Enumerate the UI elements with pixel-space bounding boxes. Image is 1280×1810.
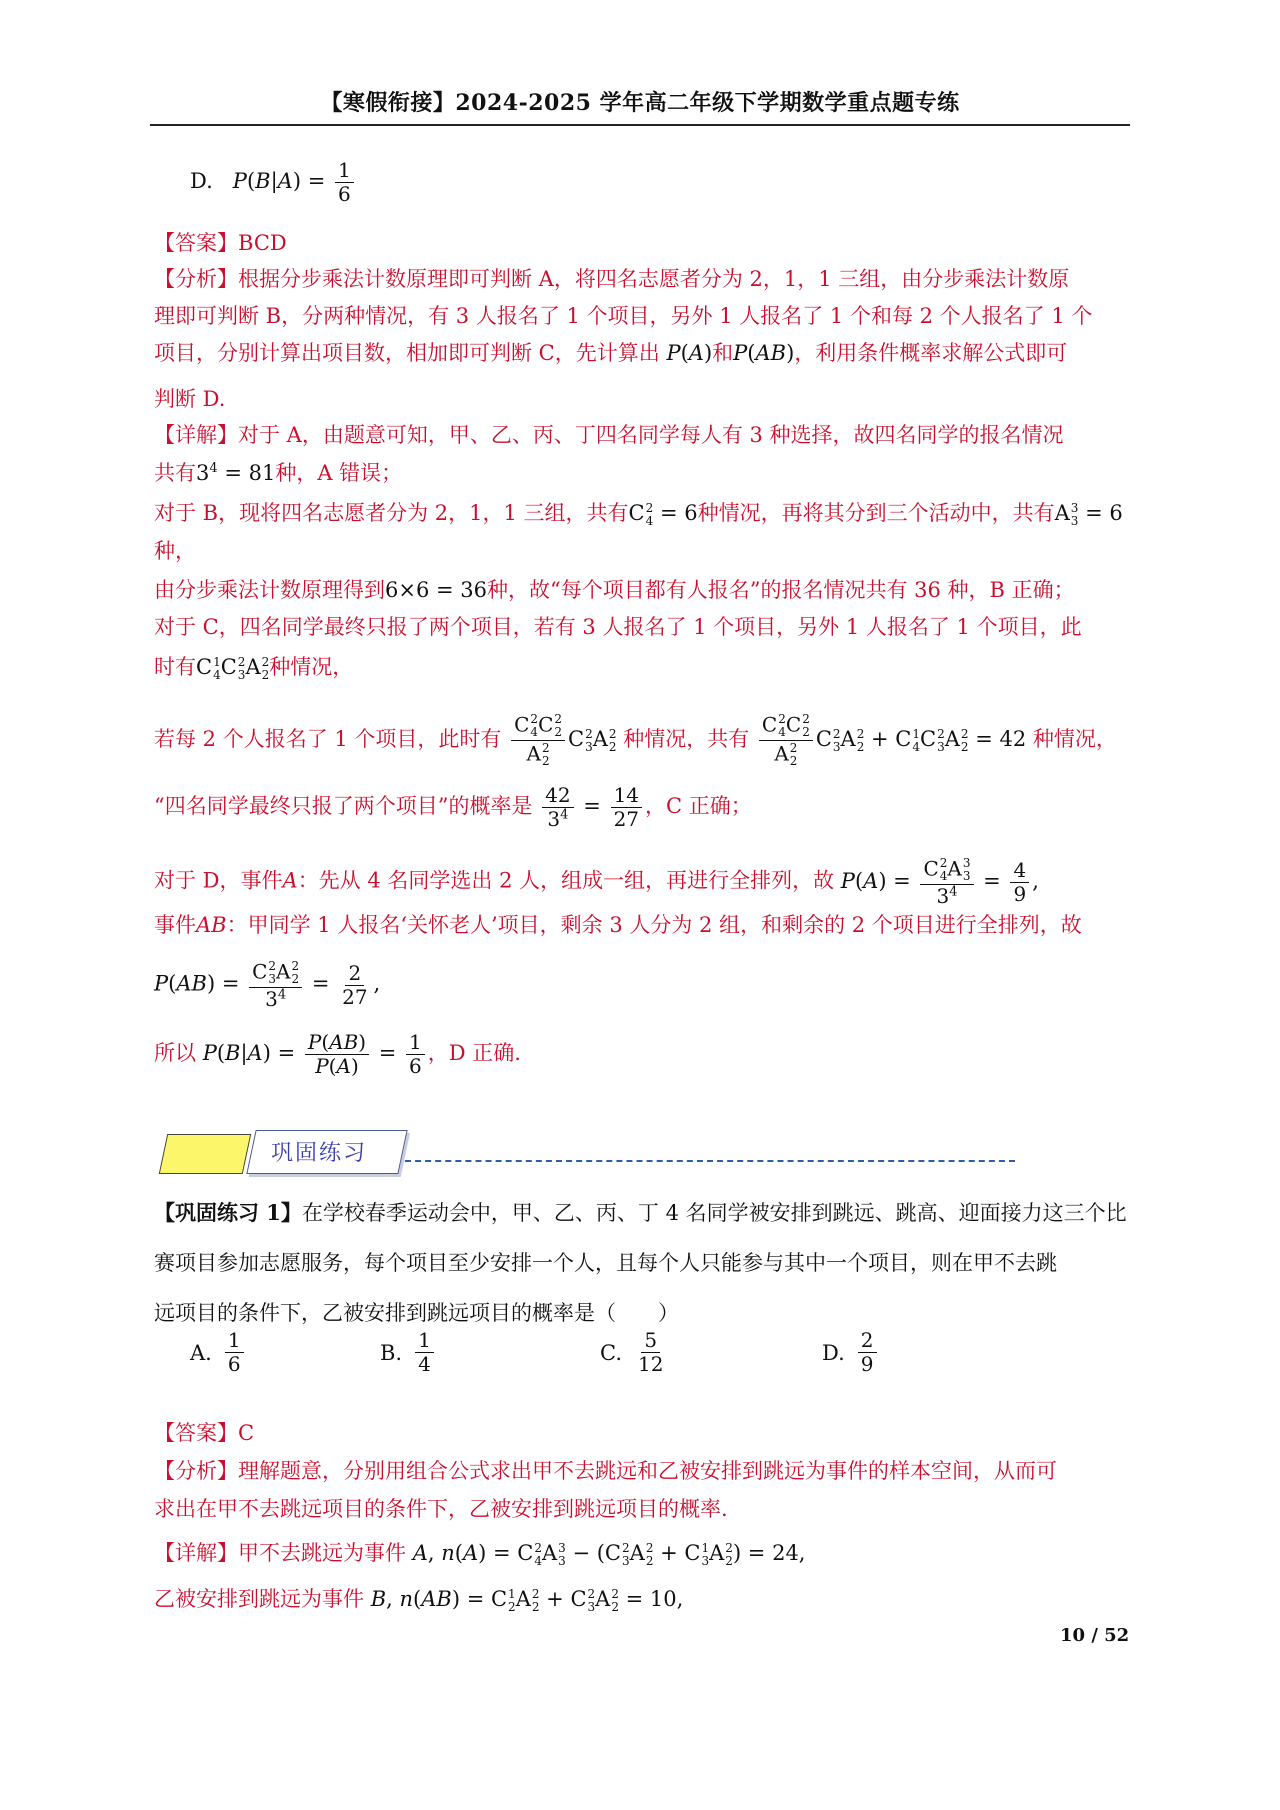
section-dash-line [405,1160,1015,1162]
prev-analysis-line-4: 判断 D. [154,387,226,411]
prev-detail-line-5: 由分步乘法计数原理得到6×6 = 36种，故“每个项目都有人报名”的报名情况共有 36 种，B 正确； [154,578,1075,602]
problem-detail-line-2: 乙被安排到跳远为事件 B, n(AB) = C 1 2 A 2 2 + C 2 3 A 2 2 = 10, [154,1586,684,1614]
option-d-label: D. [190,169,213,193]
prev-detail-line-2: 共有$3^4 = 81$种，A 错误； [154,461,403,485]
prev-detail-line-7: 时有C 1 4 C 2 3 A 2 2 种情况， [154,654,354,682]
prev-detail-line-12: P(AB) = C 2 3 A 2 2 $3^4$ = $\frac{2}{27}$ , [154,959,381,1011]
section-title: 巩固练习 [271,1141,368,1166]
option-d[interactable]: D. $\frac{2}{9}$ [822,1330,880,1375]
problem-analysis-line-1: 【分析】理解题意，分别用组合公式求出甲不去跳远和乙被安排到跳远为事件的样本空间，从而可 [154,1459,1057,1483]
problem-analysis-line-2: 求出在甲不去跳远项目的条件下，乙被安排到跳远项目的概率. [154,1497,728,1521]
section-yellow-block [159,1134,252,1174]
prev-option-d: D. P(B|A) = $\frac{1}{6}$ [190,160,357,205]
prev-analysis-line-2: 理即可判断 B，分两种情况，有 3 人报名了 1 个项目，另外 1 人报名了 1 个和每 2 个人报名了 1 个 [154,304,1093,328]
problem-answer: 【答案】C [154,1421,255,1445]
section-bar [155,1128,1015,1178]
option-a[interactable]: A. $\frac{1}{6}$ [190,1330,247,1375]
problem-detail-line-1: 【详解】甲不去跳远为事件 A, n(A) = C 2 4 A 3 3 − (C 2 3 A 2 2 + C 1 3 A 2 2 ) = 24, [154,1540,806,1568]
prev-answer: 【答案】BCD [154,231,287,255]
prev-detail-line-9: “四名同学最终只报了两个项目”的概率是 $\frac{42}{3^4}$ = $\frac{14}{27}$ ，C 正确； [154,783,752,831]
prev-detail-line-3: 对于 B，现将四名志愿者分为 2，1，1 三组，共有C 2 4 = 6种情况，再将其分到三个活动中，共有A 3 3 = 6 [154,500,1123,528]
problem-line-1: 【巩固练习 1】在学校春季运动会中，甲、乙、丙、丁 4 名同学被安排到跳远、跳高、迎面接力这三个比 [154,1200,1127,1225]
page-header: 【寒假衔接】2024-2025 学年高二年级下学期数学重点题专练 [320,90,960,116]
prev-detail-line-11: 事件AB：甲同学 1 人报名‘关怀老人’项目，剩余 3 人分为 2 组，和剩余的 2 个项目进行全排列，故 [154,913,1082,937]
option-b[interactable]: B. $\frac{1}{4}$ [380,1330,437,1375]
prev-detail-line-10: 对于 D，事件A：先从 4 名同学选出 2 人，组成一组，再进行全排列，故 P(A) = C 2 4 A 3 3 $3^4$ = $\frac{4}{9}$ , [154,856,1039,908]
problem-line-3: 远项目的条件下，乙被安排到跳远项目的概率是（ ） [154,1301,679,1325]
prev-analysis-line-1: 【分析】根据分步乘法计数原理即可判断 A，将四名志愿者分为 2，1，1 三组，由分步乘法计数原 [154,267,1070,291]
problem-line-2: 赛项目参加志愿服务，每个项目至少安排一个人，且每个人只能参与其中一个项目，则在甲不去跳 [154,1251,1057,1275]
prev-detail-line-13: 所以 P(B|A) = $\frac{P(AB)}{P(A)}$ = $\frac{1}{6}$ ，D 正确. [154,1030,521,1078]
answer-options [190,1330,950,1390]
prev-detail-line-8: 若每 2 个人报名了 1 个项目，此时有 C 2 4 C 2 2 A 2 2 C 2 3 A 2 2 种情况，共有 C 2 4 C 2 2 A 2 2 C 2 3 A 2 2 + C 1 4 C 2 3 A 2 2 = 42 种情况， [154,712,1117,768]
option-c[interactable]: C. $\frac{5}{12}$ [600,1328,664,1376]
page-number: 10 / 52 [1060,1625,1130,1646]
prev-detail-line-6: 对于 C，四名同学最终只报了两个项目，若有 3 人报名了 1 个项目，另外 1 人报名了 1 个项目，此 [154,615,1082,639]
prev-analysis-line-3: 项目，分别计算出项目数，相加即可判断 C，先计算出 P(A)和P(AB)，利用条件概率求解公式即可 [154,341,1068,365]
prev-detail-line-1: 【详解】对于 A，由题意可知，甲、乙、丙、丁四名同学每人有 3 种选择，故四名同学的报名情况 [154,423,1064,447]
prev-detail-line-4: 种， [154,539,196,563]
header-rule [150,124,1130,126]
problem-label: 【巩固练习 1】 [154,1200,302,1225]
